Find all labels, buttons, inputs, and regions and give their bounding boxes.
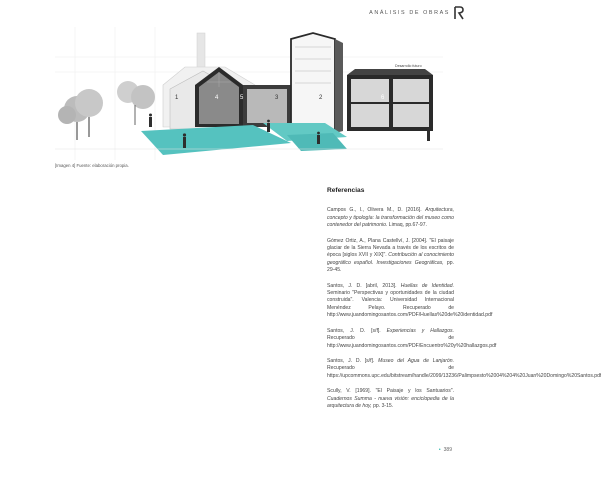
- reference-item: Santos, J. D. [abril, 2013]. Huellas de Identidad. Seminario "Perspectivas y oportunidades de la ciudad construida". Valencia: Universidad Internacional Menéndez Pelayo. Recuperado de http://www.juandomingosantos.com/PDF/Huellas%20de%20identidad.pdf: [327, 282, 493, 319]
- label-3: 3: [275, 95, 279, 101]
- page-dot-icon: •: [438, 447, 441, 453]
- label-2: 2: [319, 95, 323, 101]
- reference-item: Gómez Ortiz, A., Plana Castellví, J. [2004]. "El paisaje glaciar de la Sierra Nevada a través de los escritos de época [siglos XVII y XIX]". Contribución al conocimiento geográfico español. Investigaciones Geográficas, pp. 29-45.: [327, 237, 455, 274]
- label-1: 1: [175, 95, 179, 101]
- tower-volume: [291, 33, 343, 133]
- section-title: ANÁLISIS DE OBRAS: [369, 10, 450, 16]
- brand-logo-icon: [453, 6, 464, 20]
- references-section: [327, 187, 601, 418]
- architectural-illustration: [55, 27, 443, 160]
- label-desarrollo-futuro: Desarrollo futuro: [395, 64, 422, 68]
- label-5: 5: [240, 95, 244, 101]
- page-number: 389: [443, 447, 452, 453]
- references-heading: Referencias: [327, 187, 365, 194]
- figure-caption: [Imagen 4] Fuente: elaboración propia.: [55, 163, 129, 168]
- label-6: 6: [381, 95, 385, 101]
- label-4: 4: [215, 95, 219, 101]
- reference-item: Santos, J. D. [s/f]. Museo del Agua de Lanjarón. Recuperado de https://upcommons.upc.edu/bitstream/handle/2099/13236/Palimpsesto%2004%204%20Juan%20Domingo%20Santos.pdf: [327, 357, 601, 379]
- section-building: [347, 69, 433, 131]
- page-footer: [439, 447, 452, 453]
- reference-item: Scully, V. [1969]. "El Paisaje y los Santuarios". Cuadernos Summa - nueva visión: enciclopedia de la arquitectura de hoy, pp. 3-15.: [327, 388, 454, 409]
- reference-item: Santos, J. D. [s/f]. Experiencias y Hallazgos. Recuperado de http://www.juandomingosantos.com/PDF/Encuentro%20y%20hallazgos.pdf: [327, 327, 497, 349]
- reference-item: Campos G., I., Olivera M., D. [2016]. Arquitectura, concepto y tipología: la transformación del museo como contenedor del patrimonio. Limaq, pp.67-97.: [327, 207, 454, 229]
